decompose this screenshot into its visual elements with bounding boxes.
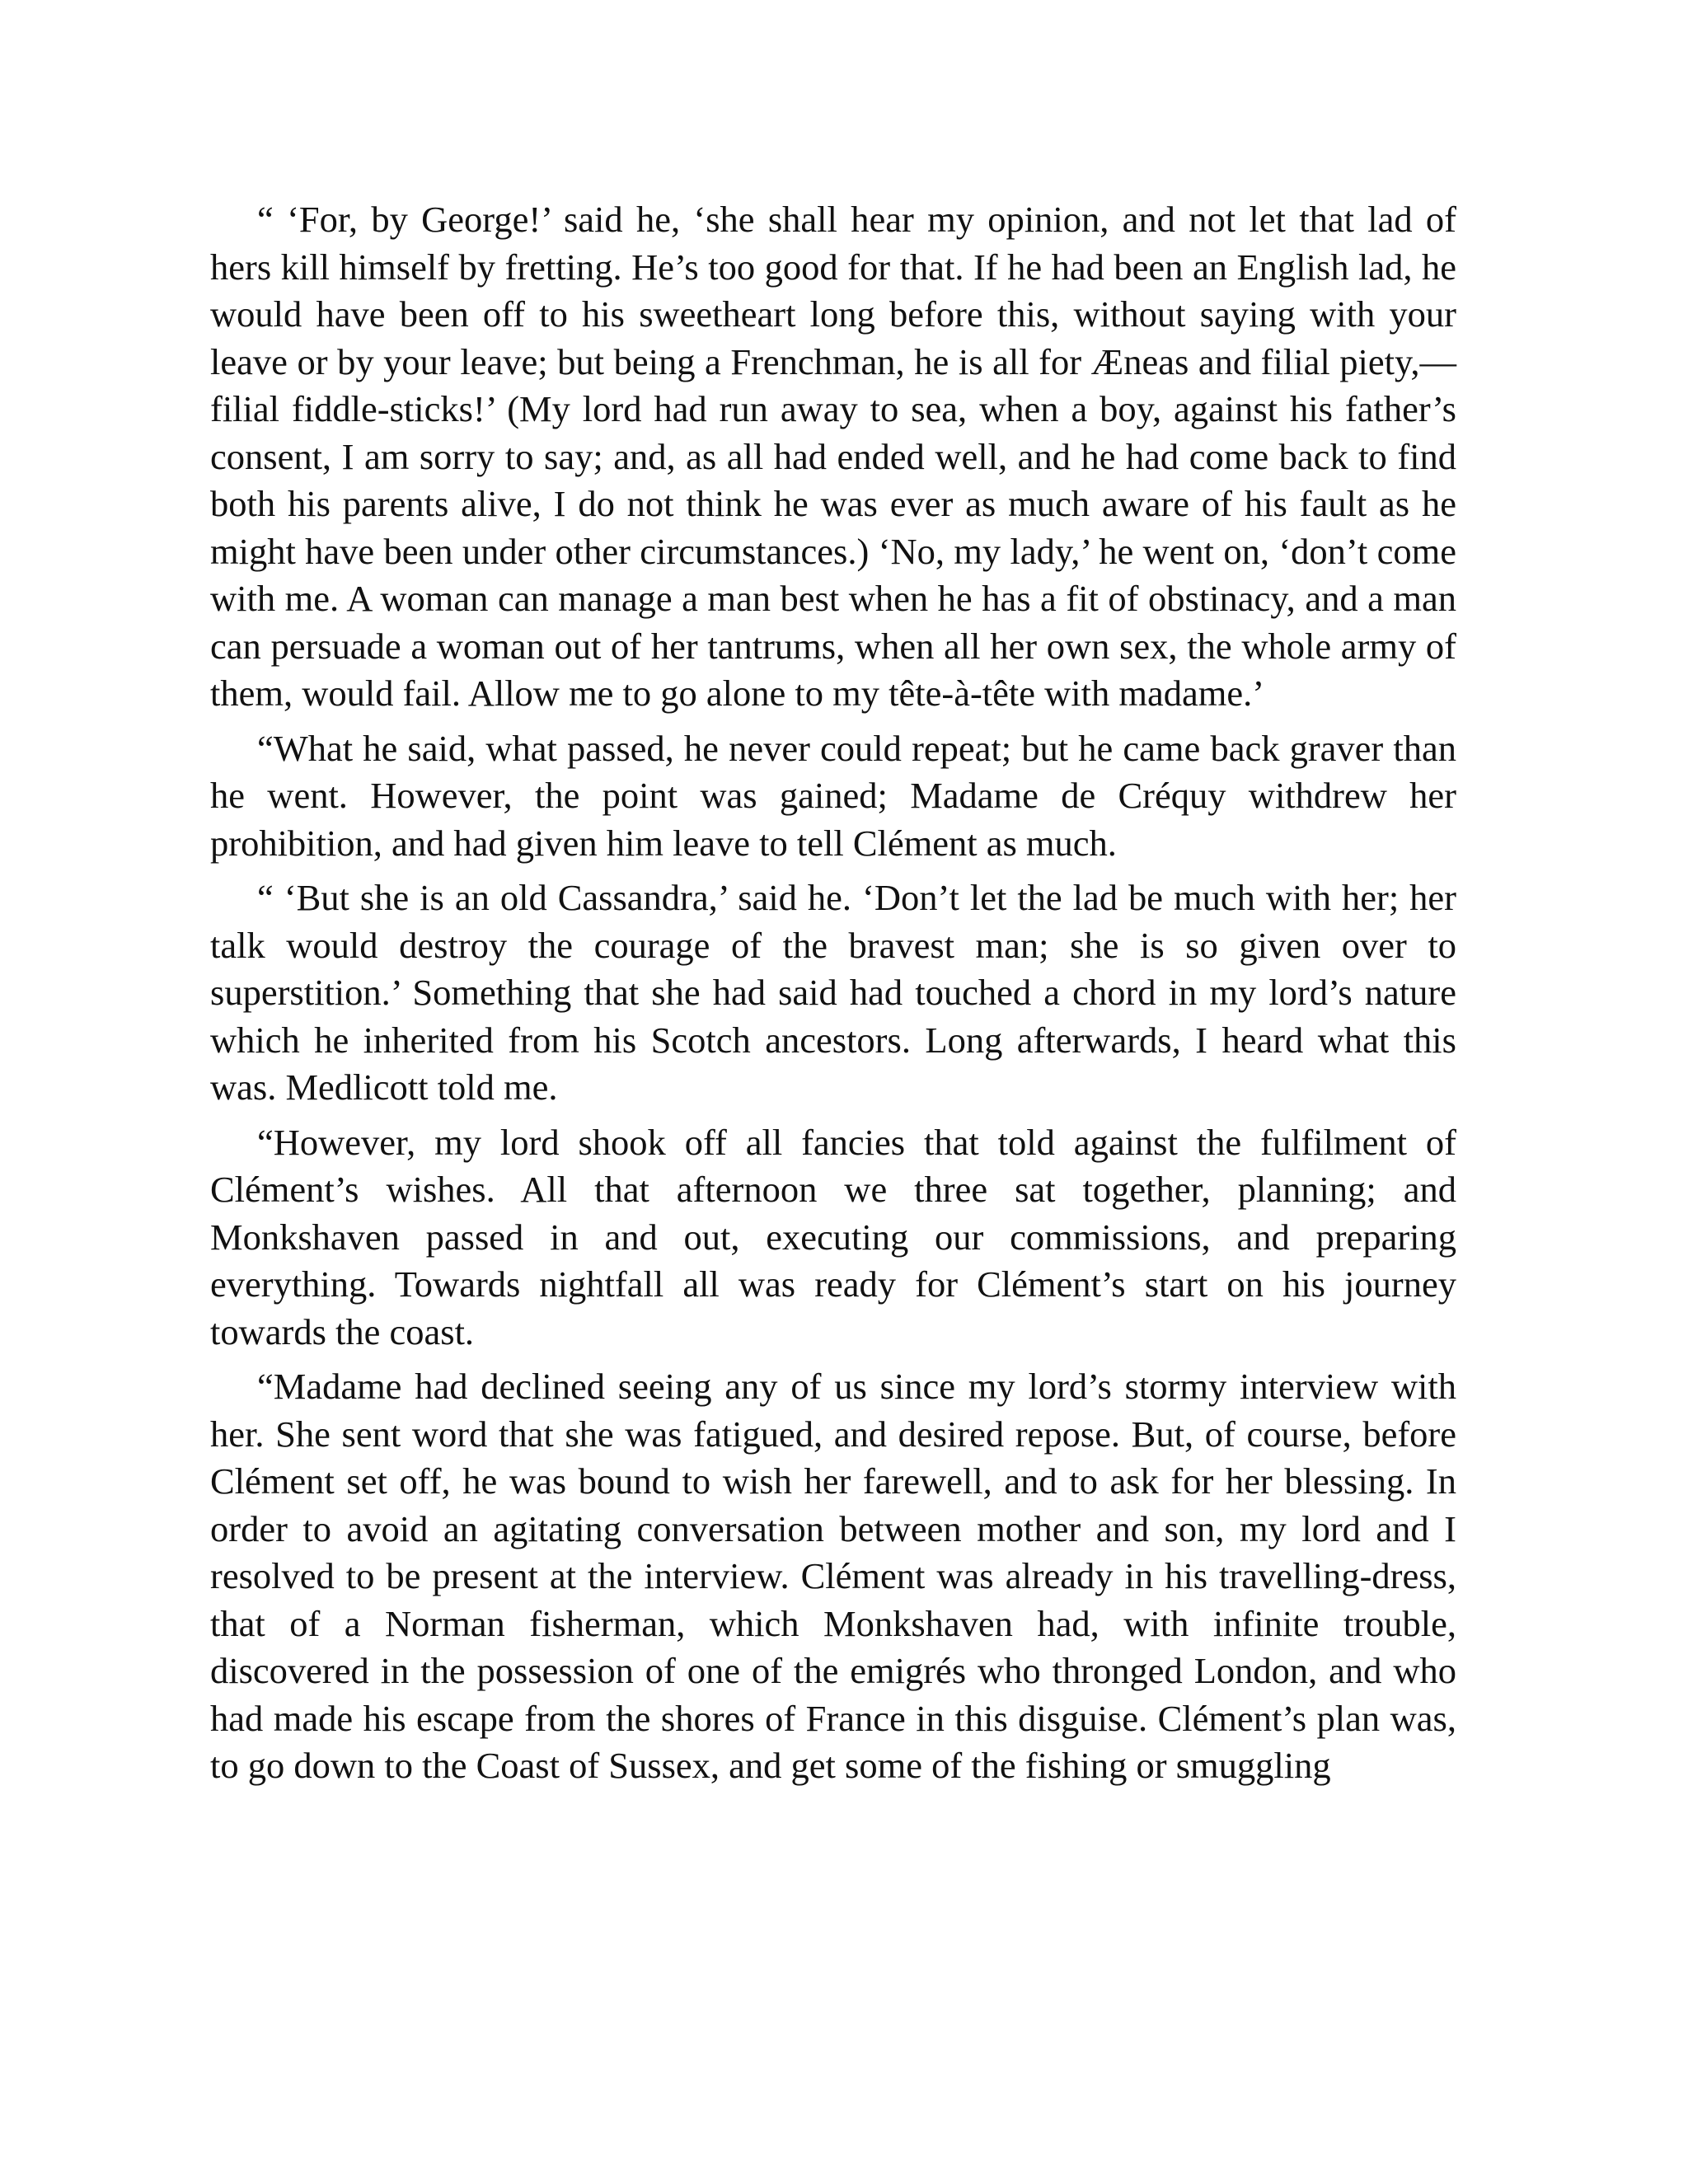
paragraph-1: “ ‘For, by George!’ said he, ‘she shall hear my opinion, and not let that lad of hers kill himself by fretting. He’s too good for that. If he had been an English lad, he would have been off to his sweetheart long before this, without saying with your leave or by your leave; but being a Frenchman, he is all for Æneas and filial piety,—filial fiddle-sticks!’ (My lord had run away to sea, when a boy, against his father’s consent, I am sorry to say; and, as all had ended well, and he had come back to find both his parents alive, I do not think he was ever as much aware of his fault as he might have been under other circumstances.) ‘No, my lady,’ he went on, ‘don’t come with me. A woman can manage a man best when he has a fit of obstinacy, and a man can persuade a woman out of her tantrums, when all her own sex, the whole army of them, would fail. Allow me to go alone to my tête-à-tête with madame.’ — [210, 199, 1456, 714]
paragraph-4: “However, my lord shook off all fancies that told against the fulfilment of Clément’s wishes. All that afternoon we three sat together, planning; and Monkshaven passed in and out, executing our commissions, and preparing everything. Towards nightfall all was ready for Clément’s start on his journey towards the coast. — [210, 1121, 1456, 1352]
paragraph-3: “ ‘But she is an old Cassandra,’ said he. ‘Don’t let the lad be much with her; her talk would destroy the courage of the bravest man; she is so given over to superstition.’ Something that she had said had touched a chord in my lord’s nature which he inherited from his Scotch ancestors. Long afterwards, I heard what this was. Medlicott told me. — [210, 877, 1456, 1108]
book-page-text — [210, 196, 1456, 1797]
paragraph-2: “What he said, what passed, he never could repeat; but he came back graver than he went. However, the point was gained; Madame de Créquy withdrew her prohibition, and had given him leave to tell Clément as much. — [210, 727, 1456, 864]
paragraph-5: “Madame had declined seeing any of us since my lord’s stormy interview with her. She sent word that she was fatigued, and desired repose. But, of course, before Clément set off, he was bound to wish her farewell, and to ask for her blessing. In order to avoid an agitating conversation between mother and son, my lord and I resolved to be present at the interview. Clément was already in his travelling-dress, that of a Norman fisherman, which Monkshaven had, with infinite trouble, discovered in the possession of one of the emigrés who thronged London, and who had made his escape from the shores of France in this disguise. Clément’s plan was, to go down to the Coast of Sussex, and get some of the fishing or smuggling — [210, 1366, 1456, 1786]
